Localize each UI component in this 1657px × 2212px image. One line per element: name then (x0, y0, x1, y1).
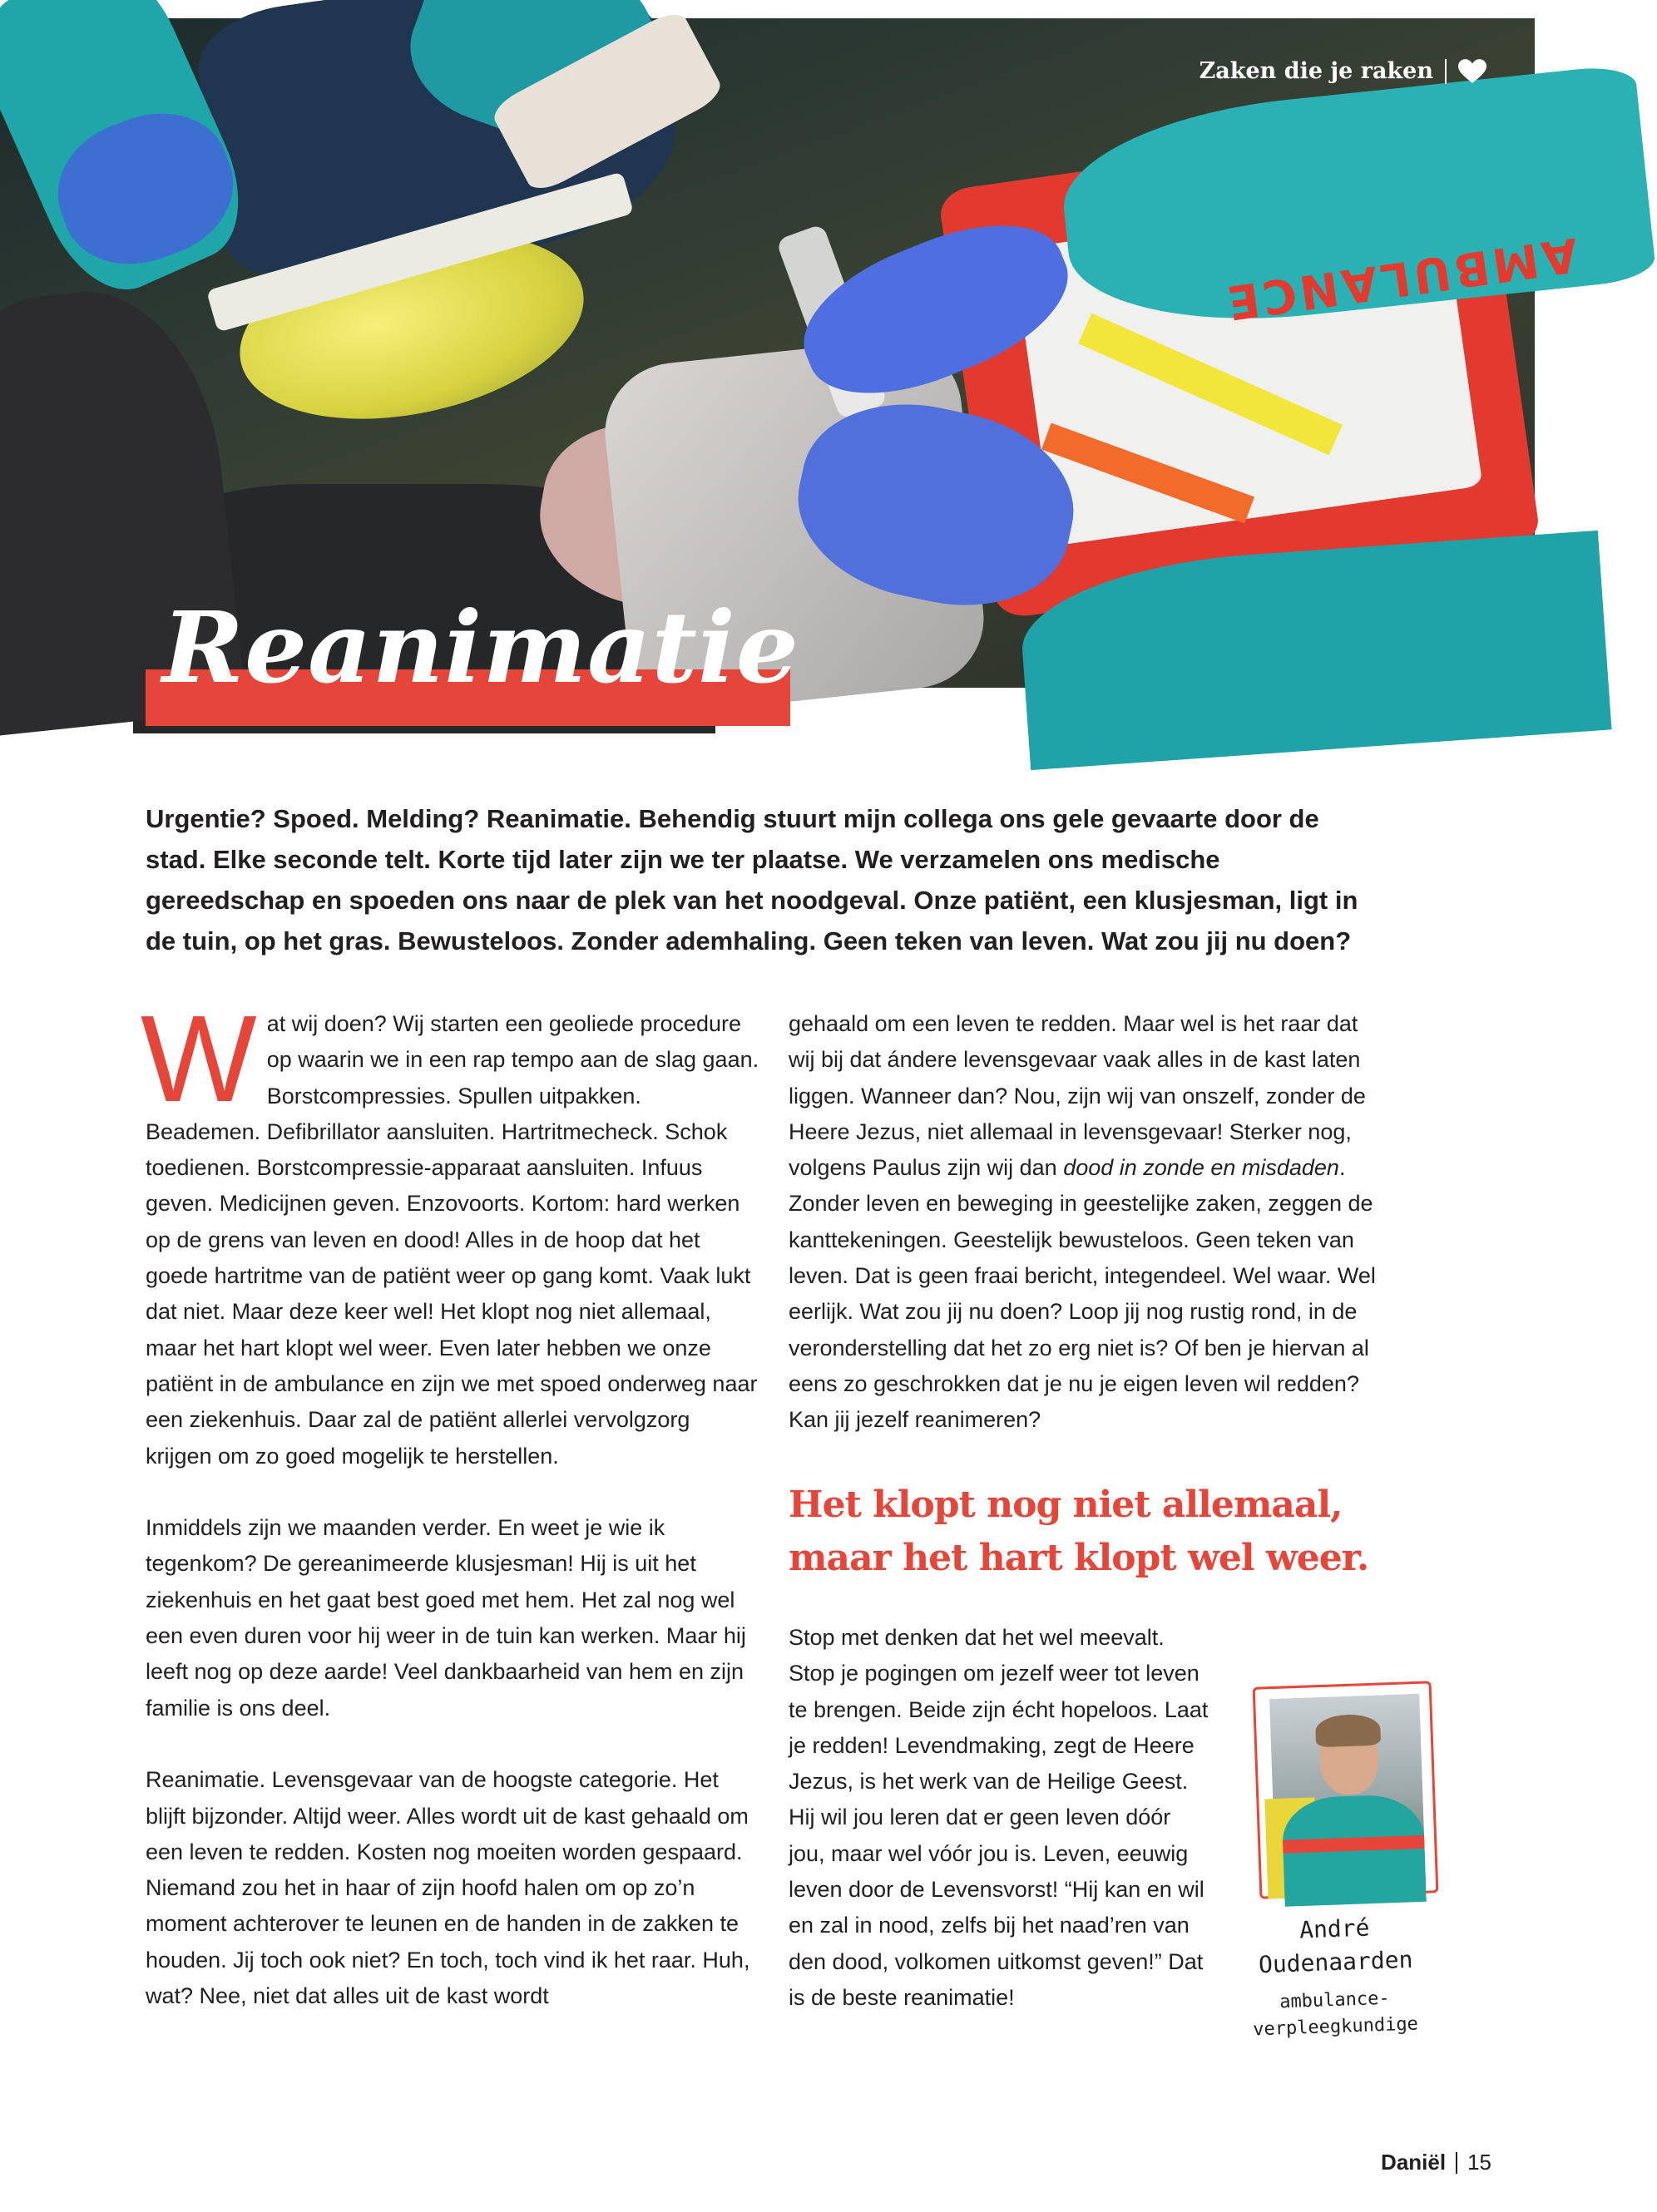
paragraph: Reanimatie. Levensgevaar van de hoogste categorie. Het blijft bijzonder. Altijd weer. Alles wordt uit de kast gehaald om een leven te redden. Kosten nog moeiten worden gespaard. Niemand zou het in haar of zijn hoofd halen om op zo’n moment achterover te leunen en de handen in de zakken te houden. Jij toch ook niet? En toch, toch vind ik het raar. Huh, wat? Nee, niet dat alles uit de kast wordt (146, 1767, 750, 2009)
author-role (1222, 1983, 1448, 2044)
author-photo (1269, 1694, 1426, 1886)
author-role-line: verpleegkundige (1252, 2013, 1419, 2041)
divider (1456, 2152, 1457, 2174)
author-last-name: Oudenaarden (1258, 1945, 1413, 1979)
paragraph (141, 990, 761, 1474)
emphasis-text: dood in zonde en misdaden (1063, 1155, 1339, 1181)
paragraph: Stop met denken dat het wel meevalt. Stop je pogingen om jezelf weer tot leven te brengen. Beide zijn écht hopeloos. Laat je redden! Levendmaking, zegt de Heere Jezus, is het werk van de Heilige Geest. Hij wil jou leren dat er geen leven dóór jou, maar wel vóór jou is. Leven, eeuwig leven door de Levensvorst! “Hij kan en wil en zal in nood, zelfs bij het naad’ren van den dood, volkomen uitkomst geven!” Dat is de beste reanimatie! (789, 1625, 1209, 2010)
paragraph-text: at wij doen? Wij starten een geoliede procedure op waarin we in een rap tempo aan de slag gaan. Borstcompressies. Spullen uitpakken. Beademen. Defibrillator aansluiten. Hartritmecheck. Schok toedienen. Borstcompressie-apparaat aansluiten. Infuus geven. Medicijnen geven. Enzovoorts. Kortom: hard werken op de grens van leven en dood! Alles in de hoop dat het goede hartritme van de patiënt weer op gang komt. Vaak lukt dat niet. Maar deze keer wel! Het klopt nog niet allemaal, maar het hart klopt wel weer. Even later hebben we onze patiënt in de ambulance en zijn we met spoed onderweg naar een ziekenhuis. Daar zal de patiënt allerlei vervolgzorg krijgen om zo goed mogelijk te herstellen. (146, 1011, 759, 1469)
paragraph: Inmiddels zijn we maanden verder. En weet je wie ik tegenkom? De gereanimeerde klusjesman! Hij is uit het ziekenhuis en het gaat best goed met hem. Het zal nog wel een even duren voor hij weer in de tuin kan werken. Maar hij leeft nog op deze aarde! Veel dankbaarheid van hem en zijn familie is ons deel. (146, 1515, 746, 1721)
column-left (141, 990, 761, 2051)
magazine-name: Daniël (1381, 2150, 1447, 2175)
author-first-name: André (1298, 1913, 1370, 1944)
paragraph (789, 1006, 1383, 1439)
article-intro: Urgentie? Spoed. Melding? Reanimatie. Behendig stuurt mijn collega ons gele gevaarte door de stad. Elke seconde telt. Korte tijd later zijn we ter plaatse. We verzamelen ons medische gereedschap en spoeden ons naar de plek van het noodgeval. Onze patiënt, een klusjesman, ligt in de tuin, op het gras. Bewusteloos. Zonder ademhaling. Geen teken van leven. Wat zou jij nu doen? (146, 804, 1358, 955)
heart-icon (1458, 59, 1486, 84)
page-footer (1381, 2150, 1491, 2175)
paragraph-text: . Zonder leven en beweging in geestelijke zaken, zeggen de kanttekeningen. Geestelijk bewusteloos. Geen teken van leven. Dat is geen fraai bericht, integendeel. Wel waar. Wel eerlijk. Wat zou jij nu doen? Loop jij nog rustig rond, in de veronderstelling dat het zo erg niet is? Of ben je hiervan al eens zo geschrokken dat je nu je eigen leven wil redden? Kan jij jezelf reanimeren? (789, 1155, 1376, 1433)
column-right (789, 1006, 1383, 1474)
article-title: Reanimatie (162, 590, 799, 705)
section-label-text: Zaken die je raken (1199, 58, 1433, 84)
section-label (1199, 58, 1486, 84)
author-role-line: ambulance- (1279, 1987, 1391, 2013)
pull-quote-line: Het klopt nog niet allemaal, (789, 1484, 1343, 1526)
photo-ambulance-lettering: AMBULANCE (1220, 226, 1581, 330)
pull-quote-line: maar het hart klopt wel weer. (789, 1537, 1369, 1579)
author-name (1230, 1909, 1441, 1983)
dropcap: W (141, 990, 257, 1128)
pull-quote (789, 1479, 1387, 1585)
hero-photo (0, 18, 1581, 688)
divider (1445, 59, 1447, 84)
page-number: 15 (1467, 2150, 1491, 2175)
paragraph-text: gehaald om een leven te redden. Maar wel is het raar dat wij bij dat ándere levensgevaar vaak alles in de kast laten liggen. Wanneer dan? Nou, zijn wij van onszelf, zonder de Heere Jezus, niet allemaal in levensgevaar! Sterker nog, volgens Paulus zijn wij dan (789, 1011, 1366, 1181)
